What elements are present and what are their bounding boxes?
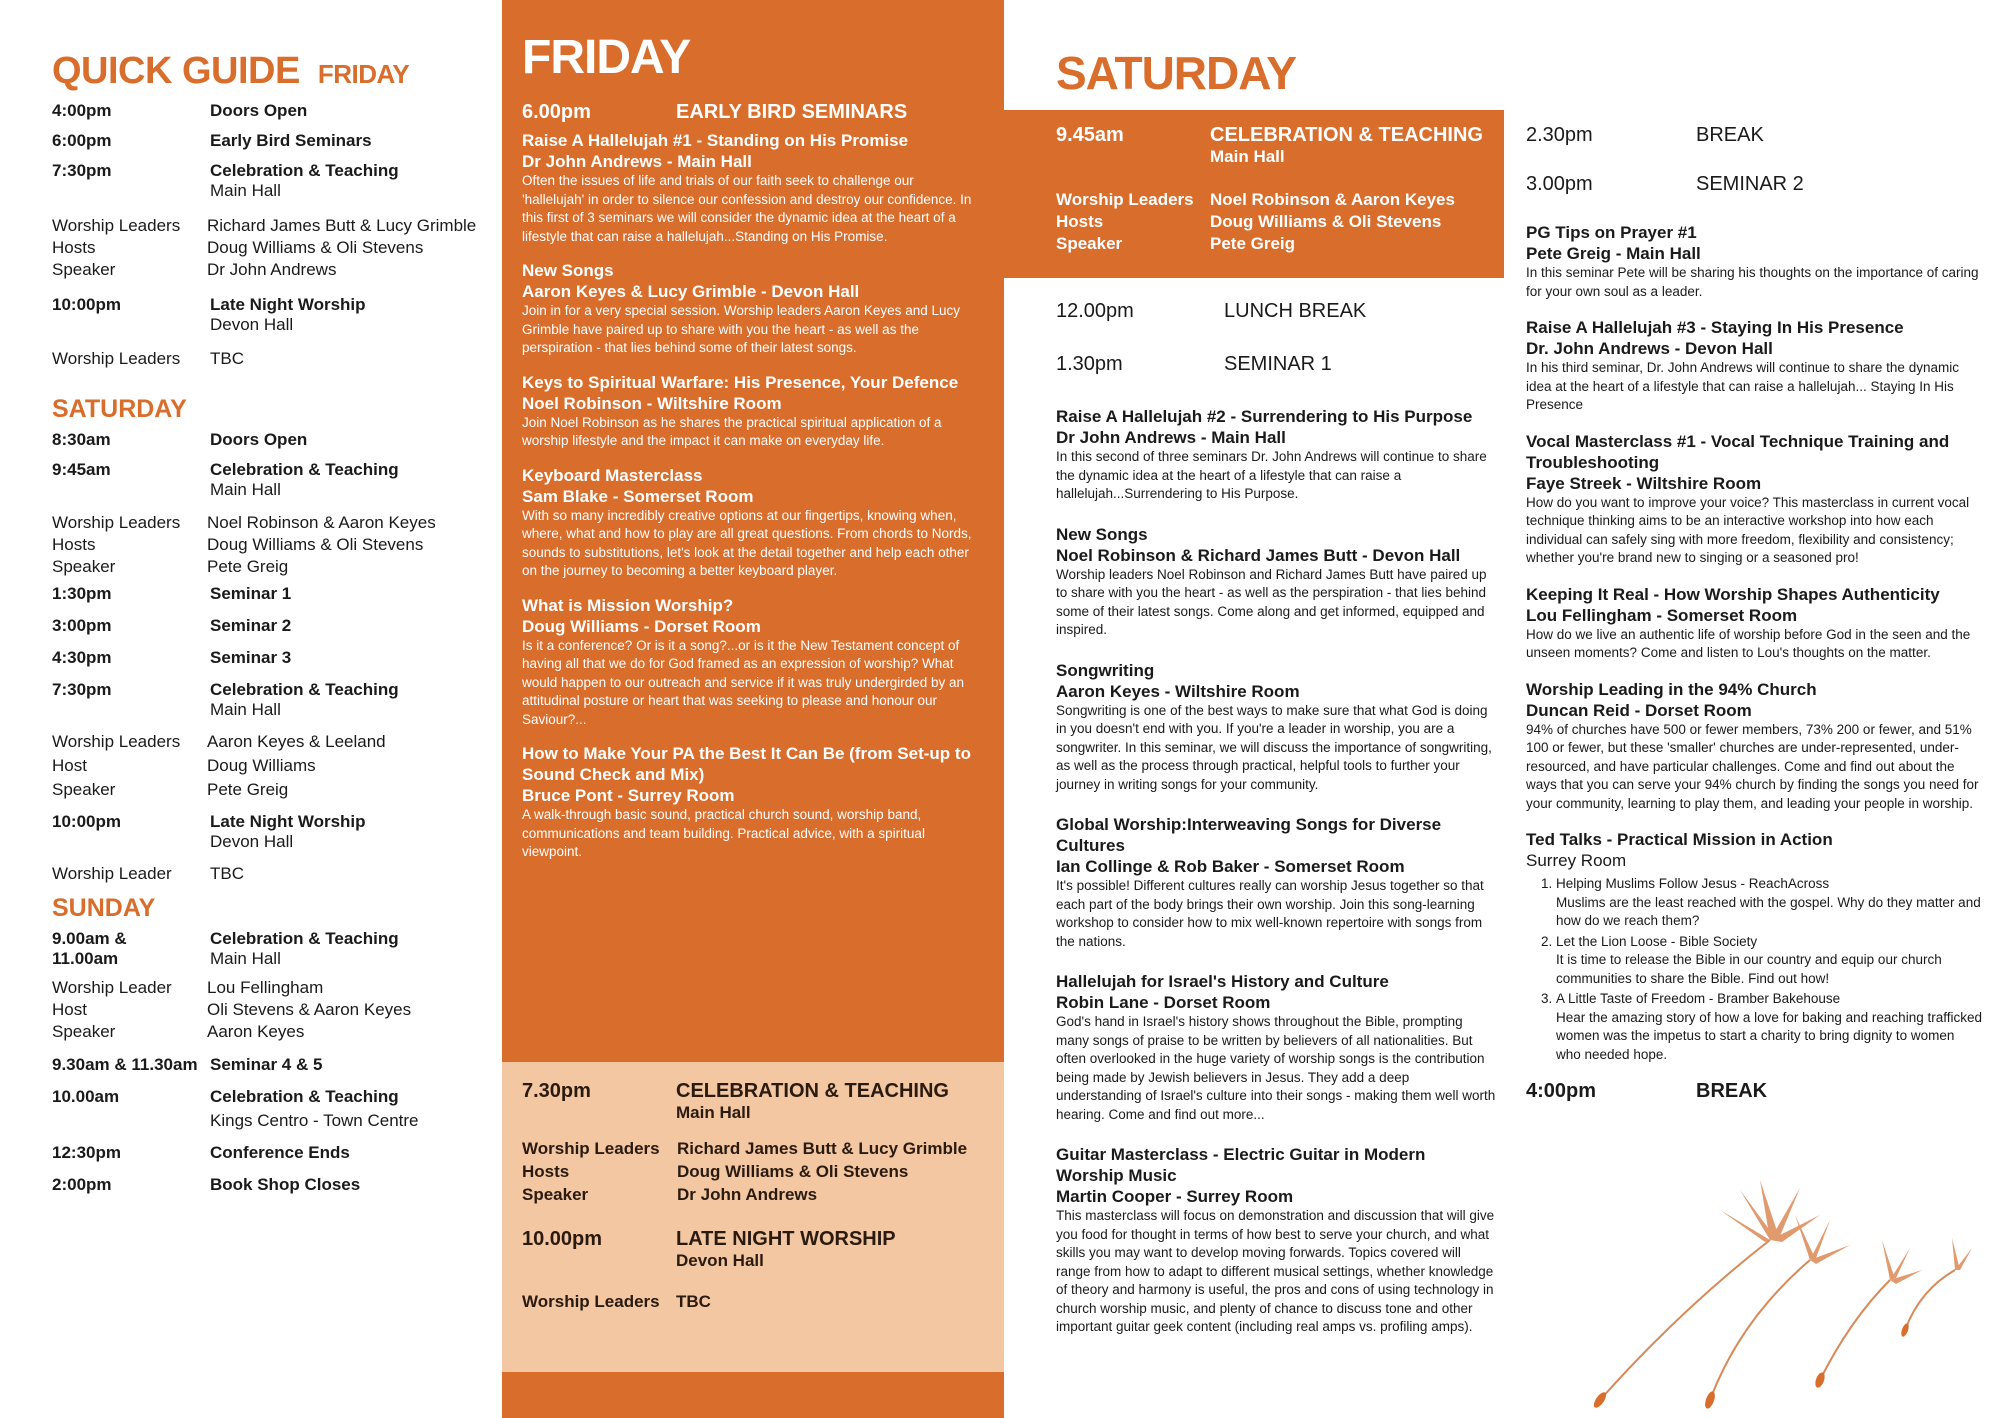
seminar-speaker: Bruce Pont - Surrey Room	[522, 786, 735, 805]
talk-title: 2. Let the Lion Loose - Bible Society	[1556, 933, 1758, 949]
venue: Main Hall	[1210, 147, 1285, 166]
role-label: Worship Leaders	[52, 349, 181, 368]
seminar-title: Vocal Masterclass #1 - Vocal Technique Training and Troubleshooting	[1526, 431, 1950, 472]
role-label: Hosts	[1056, 212, 1104, 231]
seminar-speaker: Lou Fellingham - Somerset Room	[1526, 605, 1798, 625]
seminar-item	[1526, 584, 1982, 663]
role-value: Doug Williams & Oli Stevens	[677, 1162, 909, 1181]
seminar-description: How do we live an authentic life of worship before God in the seen and the unseen moments? Come and listen to Lou's thoughts on the matter.	[1526, 626, 1971, 660]
venue: Kings Centro - Town Centre	[210, 1111, 419, 1130]
talk-description: Hear the amazing story of how a love for baking and reaching trafficked women was the impetus to start a charity to bring dignity to women who needed hope.	[1556, 1009, 1982, 1062]
friday-panel	[502, 0, 1004, 1418]
role-block	[52, 730, 492, 802]
seminar-description: In this seminar Pete will be sharing his thoughts on the importance of caring for your own soul as a leader.	[1526, 265, 1979, 299]
seminar-title: Raise A Hallelujah #1 - Standing on His Promise	[522, 131, 909, 150]
ted-talk-list	[1526, 875, 1982, 1064]
role-value: Doug Williams & Oli Stevens	[207, 238, 424, 257]
quick-guide-title	[52, 50, 492, 93]
event-title: Late Night Worship	[210, 295, 366, 314]
role-labels	[52, 977, 207, 1043]
venue: Main Hall	[210, 181, 281, 200]
role-labels	[52, 215, 207, 281]
event: Doors Open	[210, 430, 308, 449]
role-block	[52, 215, 492, 281]
seminar-venue: Surrey Room	[1526, 851, 1627, 870]
slot-title: BREAK	[1696, 1080, 1768, 1102]
seminar-speaker: Ian Collinge & Rob Baker - Somerset Room	[1056, 857, 1405, 876]
seminar-speaker: Sam Blake - Somerset Room	[522, 486, 754, 506]
seminar-speaker: Noel Robinson & Richard James Butt - Devon Hall	[1056, 545, 1461, 565]
venue: Devon Hall	[210, 315, 294, 334]
schedule-row	[52, 648, 492, 668]
event	[210, 161, 399, 201]
slot-time: 2.30pm	[1526, 124, 1593, 146]
slot-heading	[1526, 124, 1982, 147]
role-value: Pete Greig	[1210, 234, 1296, 253]
talk-title: 3. A Little Taste of Freedom - Bramber Bakehouse	[1556, 991, 1841, 1006]
list-item	[1556, 990, 1982, 1064]
friday-seminars-section	[502, 0, 1004, 862]
talk-title: 1. Helping Muslims Follow Jesus - ReachAcross	[1556, 876, 1830, 891]
venue: Devon Hall	[676, 1251, 764, 1270]
list-item	[1556, 933, 1982, 989]
time: 4:00pm	[52, 101, 112, 120]
saturday-heading: SATURDAY	[52, 395, 187, 423]
time: 3:00pm	[52, 616, 112, 635]
slot-title: CELEBRATION & TEACHING	[676, 1080, 949, 1102]
event: Doors Open	[210, 101, 308, 120]
seminar-description: God's hand in Israel's history shows throughout the Bible, prompting many songs of praise to be written by believers of all nationalities. But often overlooked in the huge variety of worship songs is the contribution being made by Jewish believers in Jesus. They add a deep understanding of Israel's culture into their songs - making them well worth hearing. Come and find out more...	[1056, 1014, 1496, 1122]
seminar-title: Guitar Masterclass - Electric Guitar in Modern Worship Music	[1056, 1145, 1426, 1185]
seminar-title: Songwriting	[1056, 660, 1155, 680]
seminar-speaker: Martin Cooper - Surrey Room	[1056, 1187, 1294, 1206]
schedule-row	[52, 131, 492, 151]
slot-time: 3.00pm	[1526, 173, 1593, 195]
slot-heading	[1056, 353, 1496, 376]
slot-time: 1.30pm	[1056, 353, 1123, 375]
role-value: Pete Greig	[207, 557, 289, 576]
friday-evening-section	[502, 1062, 1004, 1372]
slot-time: 12.00pm	[1056, 300, 1134, 322]
schedule-row	[52, 430, 492, 450]
event-title: Celebration & Teaching	[210, 680, 399, 699]
slot-heading	[522, 1080, 978, 1123]
seminar-description: Join in for a very special session. Worship leaders Aaron Keyes and Lucy Grimble have paired up to share with you the heart - as well as the perspiration - that lies behind some of their latest songs.	[522, 303, 960, 355]
role-values	[207, 977, 411, 1043]
talk-description: Muslims are the least reached with the gospel. Why do they matter and how do we reach them?	[1556, 894, 1981, 928]
seminar-item	[522, 130, 978, 246]
seminar-title: New Songs	[1056, 524, 1148, 544]
seminar-description: 94% of churches have 500 or fewer members, 73% 200 or fewer, and 51% 100 or fewer, but these 'smaller' churches are under-represented, under-resourced, and have particular challenges. Come and find out about the ways that you can serve your 94% church by finding the songs you need for your community, learning to play them, and leading your people in worship.	[1526, 721, 1979, 811]
seminar-description: In his third seminar, Dr. John Andrews will continue to share the dynamic idea at the heart of a lifestyle that can raise a hallelujah... Staying In His Presence	[1526, 360, 1959, 412]
role-label: Worship Leaders	[52, 732, 181, 751]
saturday-seminars-section	[1056, 300, 1496, 1357]
slot-title: EARLY BIRD SEMINARS	[676, 101, 908, 123]
seminar-speaker: Dr. John Andrews - Devon Hall	[1526, 339, 1773, 358]
event: Seminar 4 & 5	[210, 1055, 323, 1074]
seminar-speaker: Aaron Keyes & Lucy Grimble - Devon Hall	[522, 282, 860, 301]
slot-heading	[1056, 300, 1496, 323]
role-label: Host	[52, 1000, 87, 1019]
role-value: Lou Fellingham	[207, 978, 324, 997]
time: 10:00pm	[52, 295, 121, 314]
role-labels	[1056, 189, 1210, 255]
slot-heading	[522, 1228, 978, 1271]
schedule-row	[52, 460, 492, 500]
seminar-item	[522, 260, 978, 358]
time: 12:30pm	[52, 1143, 121, 1162]
schedule-row	[52, 1175, 492, 1195]
role-value: TBC	[676, 1292, 711, 1311]
seminar-title: New Songs	[522, 261, 614, 280]
role-values	[207, 730, 386, 802]
time: 7:30pm	[52, 680, 112, 699]
role-label: Worship Leaders	[52, 216, 181, 235]
role-value: Oli Stevens & Aaron Keyes	[207, 1000, 412, 1019]
time: 10:00pm	[52, 812, 121, 831]
role-label: Speaker	[52, 1022, 116, 1041]
seminar-title: Keeping It Real - How Worship Shapes Authenticity	[1526, 584, 1940, 604]
role-labels	[522, 1137, 677, 1206]
role-label: Worship Leaders	[52, 513, 181, 532]
time: 9:45am	[52, 460, 111, 479]
event	[210, 929, 399, 969]
slot-time: 7.30pm	[522, 1080, 591, 1102]
seminar-speaker: Dr John Andrews - Main Hall	[522, 152, 752, 171]
schedule-row	[52, 680, 492, 720]
seminar-description: With so many incredibly creative options at our fingertips, knowing when, where, what and how to play are all great questions. From chords to Nords, sounds to substitutions, let's look at the detail together and help each other on the journey to becoming a better keyboard player.	[522, 507, 972, 578]
role-values	[207, 215, 476, 281]
role-label: Hosts	[522, 1162, 570, 1181]
role-label: Worship Leader	[52, 864, 172, 883]
slot-heading	[1526, 1080, 1982, 1103]
role-value: Doug Williams & Oli Stevens	[1210, 212, 1442, 231]
seminar-speaker: Pete Greig - Main Hall	[1526, 244, 1701, 263]
role-label: Speaker	[52, 260, 116, 279]
venue: Main Hall	[676, 1103, 751, 1122]
seminar-title: Raise A Hallelujah #3 - Staying In His Presence	[1526, 318, 1904, 337]
seminar-item	[1056, 524, 1496, 640]
schedule-row	[52, 1087, 492, 1131]
role-label: Host	[52, 756, 87, 775]
role-block	[522, 1137, 978, 1206]
quick-guide-friday-label: FRIDAY	[317, 59, 410, 89]
role-label: Hosts	[52, 535, 96, 554]
seminar-title: Keyboard Masterclass	[522, 465, 703, 485]
slot-title: LATE NIGHT WORSHIP	[676, 1228, 896, 1250]
quick-guide-panel	[0, 0, 502, 1418]
seminar-speaker: Faye Streek - Wiltshire Room	[1526, 473, 1762, 493]
venue: Main Hall	[210, 949, 281, 968]
seminar-description: Songwriting is one of the best ways to make sure that what God is doing in you doesn't end with you. If you're a leader in worship, you are a songwriter. In this seminar, we will discuss the importance of songwriting, as well as the process through practical, helpful tools to further your journey in writing songs for your community.	[1056, 702, 1492, 792]
seminar-title: What is Mission Worship?	[522, 595, 734, 615]
dandelion-seeds-icon	[1560, 1170, 1980, 1410]
seminar-speaker: Noel Robinson - Wiltshire Room	[522, 393, 782, 413]
seminar-item	[1526, 679, 1982, 814]
seminar-item	[1056, 971, 1496, 1124]
seminar-title: Keys to Spiritual Warfare: His Presence, Your Defence	[522, 372, 959, 392]
ted-talks-item	[1526, 829, 1982, 1064]
seminar-item	[522, 743, 978, 862]
quick-guide-heading: QUICK GUIDE	[52, 50, 300, 92]
saturday-title: SATURDAY	[1056, 47, 1296, 99]
seminar-item	[1526, 431, 1982, 568]
slot-heading	[1056, 124, 1490, 167]
role-labels	[52, 730, 207, 802]
role-value: Doug Williams	[207, 756, 316, 775]
time: 2:00pm	[52, 1175, 112, 1194]
role-block	[52, 512, 492, 578]
schedule-row	[52, 864, 492, 884]
role-values	[207, 512, 436, 578]
role-values	[677, 1137, 967, 1206]
slot-time: 10.00pm	[522, 1228, 603, 1250]
role-value: Aaron Keyes	[207, 1022, 305, 1041]
friday-footer-band	[502, 1372, 1004, 1418]
slot-title-block	[676, 1080, 949, 1123]
schedule-row	[52, 929, 492, 969]
event	[210, 295, 366, 335]
sunday-heading: SUNDAY	[52, 894, 156, 922]
event: Seminar 1	[210, 584, 292, 603]
event-title: Celebration & Teaching	[210, 929, 399, 948]
venue: Main Hall	[210, 480, 281, 499]
time: 1:30pm	[52, 584, 112, 603]
event	[210, 812, 366, 852]
slot-title: SEMINAR 2	[1696, 173, 1804, 195]
seminar-title: PG Tips on Prayer #1	[1526, 223, 1697, 242]
role-label: Speaker	[1056, 234, 1123, 253]
role-value: TBC	[210, 349, 244, 368]
seminar-item	[522, 465, 978, 581]
seminar-item	[1526, 317, 1982, 415]
seminar-speaker: Doug Williams - Dorset Room	[522, 616, 761, 636]
time: 4:30pm	[52, 648, 112, 667]
seminar-description: A walk-through basic sound, practical church sound, worship band, communications and team building. Practical advice, with a spiritual viewpoint.	[522, 807, 925, 859]
role-label: Speaker	[52, 557, 116, 576]
schedule-row	[52, 1055, 492, 1075]
role-label: Worship Leaders	[522, 1292, 660, 1311]
slot-title-block	[676, 1228, 896, 1271]
time: 6:00pm	[52, 131, 112, 150]
event	[210, 680, 399, 720]
role-value: TBC	[210, 864, 244, 883]
seminar-description: Is it a conference? Or is it a song?...or is it the New Testament concept of having all that we do for God framed as an expression of worship? What would happen to our outreach and service if it was truly undergirded by an attitudinal posture or heart that was seeking to please and honour our Saviour?...	[522, 637, 965, 727]
slot-title: BREAK	[1696, 124, 1764, 146]
slot-title: LUNCH BREAK	[1224, 300, 1367, 322]
slot-heading	[522, 101, 978, 124]
venue: Main Hall	[210, 700, 281, 719]
event: Early Bird Seminars	[210, 131, 372, 150]
schedule-row	[52, 616, 492, 636]
seminar-description: In this second of three seminars Dr. John Andrews will continue to share the dynamic idea at the heart of a lifestyle that can raise a hallelujah...Surrendering to His Purpose.	[1056, 449, 1487, 501]
list-item	[1556, 875, 1982, 931]
role-labels	[52, 512, 207, 578]
role-block	[522, 1291, 978, 1313]
event-title: Celebration & Teaching	[210, 161, 399, 180]
time: 8:30am	[52, 430, 111, 449]
seminar-item	[1056, 406, 1496, 504]
event-title: Late Night Worship	[210, 812, 366, 831]
event: Book Shop Closes	[210, 1175, 361, 1194]
talk-description: It is time to release the Bible in our country and equip our church communities to share the Bible. Find out how!	[1556, 952, 1942, 986]
event	[210, 1087, 419, 1131]
role-label: Speaker	[522, 1185, 589, 1204]
seminar-item	[522, 595, 978, 730]
seminar-title: Worship Leading in the 94% Church	[1526, 679, 1817, 699]
seminar-title: How to Make Your PA the Best It Can Be (from Set-up to Sound Check and Mix)	[522, 744, 971, 784]
seminar-description: Worship leaders Noel Robinson and Richard James Butt have paired up to share with you the heart - as well as the perspiration - that lies behind some of their latest songs. Come along and get informed, equipped and inspired.	[1056, 566, 1487, 637]
role-value: Noel Robinson & Aaron Keyes	[1210, 190, 1455, 209]
seminar-item	[1056, 660, 1496, 795]
role-value: Aaron Keyes & Leeland	[207, 732, 386, 751]
schedule-row	[52, 812, 492, 852]
seminar-item	[522, 372, 978, 451]
time-line: 11.00am	[52, 949, 119, 968]
schedule-row	[52, 101, 492, 121]
role-value: Dr John Andrews	[207, 260, 337, 279]
event	[210, 460, 399, 500]
role-value: Richard James Butt & Lucy Grimble	[677, 1139, 968, 1158]
time: 10.00am	[52, 1087, 120, 1106]
seminar-item	[1056, 1144, 1496, 1337]
event-title: Celebration & Teaching	[210, 1087, 399, 1106]
slot-time: 6.00pm	[522, 101, 591, 123]
role-value: Dr John Andrews	[677, 1185, 818, 1204]
seminar-title: Raise A Hallelujah #2 - Surrendering to His Purpose	[1056, 407, 1473, 426]
role-value: Doug Williams & Oli Stevens	[207, 535, 424, 554]
slot-time: 9.45am	[1056, 124, 1124, 146]
role-block	[52, 977, 492, 1043]
seminar-description: This masterclass will focus on demonstration and discussion that will give you food for thought in terms of how best to serve your church, and what skills you may want to develop moving forwards. Topics covered will range from how to adapt to different musical settings, whether knowledge of theory and harmony is useful, the pros and cons of using technology in church worship music, and plenty of chance to discuss tone and other important guitar geek content (including real amps vs. profiling amps).	[1056, 1208, 1495, 1334]
seminar-speaker: Dr John Andrews - Main Hall	[1056, 428, 1286, 447]
time-line: 9.00am &	[52, 929, 127, 948]
schedule-row	[52, 161, 492, 201]
slot-title: SEMINAR 1	[1224, 353, 1332, 375]
role-block	[1056, 189, 1490, 255]
schedule-row	[52, 584, 492, 604]
venue: Devon Hall	[210, 832, 294, 851]
seminar-description: How do you want to improve your voice? This masterclass in current vocal technique thinking aims to be an interactive workshop into how each individual can safely sing with more freedom, flexibility and consistency; whether you're brand new to singing or a seasoned pro!	[1526, 494, 1970, 565]
seminar-description: Often the issues of life and trials of our faith seek to challenge our 'hallelujah' in order to silence our confession and destroy our confidence. In this first of 3 seminars we will consider the dynamic idea at the heart of a lifestyle that can raise a hallelujah...Standing on His Promise.	[522, 173, 972, 244]
role-label: Speaker	[52, 780, 116, 799]
role-label: Worship Leaders	[522, 1139, 660, 1158]
slot-time: 4:00pm	[1526, 1080, 1597, 1102]
schedule-row	[52, 295, 492, 335]
event: Seminar 2	[210, 616, 292, 635]
seminar-speaker: Aaron Keyes - Wiltshire Room	[1056, 681, 1300, 701]
role-values	[1210, 189, 1455, 255]
role-value: Pete Greig	[207, 780, 289, 799]
seminar-item	[1056, 814, 1496, 951]
saturday-panel	[1004, 0, 1504, 1418]
slot-title: CELEBRATION & TEACHING	[1210, 124, 1483, 146]
saturday-celebration-band	[1004, 110, 1504, 278]
event: Conference Ends	[210, 1143, 350, 1162]
event: Seminar 3	[210, 648, 292, 667]
event-title: Celebration & Teaching	[210, 460, 399, 479]
seminar-title: Global Worship:Interweaving Songs for Diverse Cultures	[1056, 815, 1442, 855]
schedule-row	[52, 1143, 492, 1163]
time	[52, 929, 210, 969]
slot-title-block	[1210, 124, 1483, 167]
role-value: Richard James Butt & Lucy Grimble	[207, 216, 477, 235]
seminar-item	[1526, 222, 1982, 301]
slot-heading	[1526, 173, 1982, 196]
time: 7:30pm	[52, 161, 112, 180]
role-label: Worship Leaders	[1056, 190, 1194, 209]
seminar-title: Ted Talks - Practical Mission in Action	[1526, 830, 1833, 849]
schedule-row	[52, 349, 492, 369]
seminar-description: It's possible! Different cultures really can worship Jesus together so that each part of the body brings their own worship. Join this song-learning workshop to consider how to mix well-known repertoire with songs from the nations.	[1056, 878, 1484, 949]
role-label: Worship Leader	[52, 978, 172, 997]
friday-title: FRIDAY	[522, 31, 691, 84]
role-label: Hosts	[52, 238, 96, 257]
time: 9.30am & 11.30am	[52, 1055, 198, 1074]
seminar-description: Join Noel Robinson as he shares the practical spiritual application of a worship lifestyle and the impact it can make on everyday life.	[522, 414, 942, 448]
role-value: Noel Robinson & Aaron Keyes	[207, 513, 436, 532]
seminar-title: Hallelujah for Israel's History and Culture	[1056, 972, 1389, 991]
seminar-speaker: Robin Lane - Dorset Room	[1056, 993, 1271, 1012]
seminar-speaker: Duncan Reid - Dorset Room	[1526, 700, 1752, 720]
